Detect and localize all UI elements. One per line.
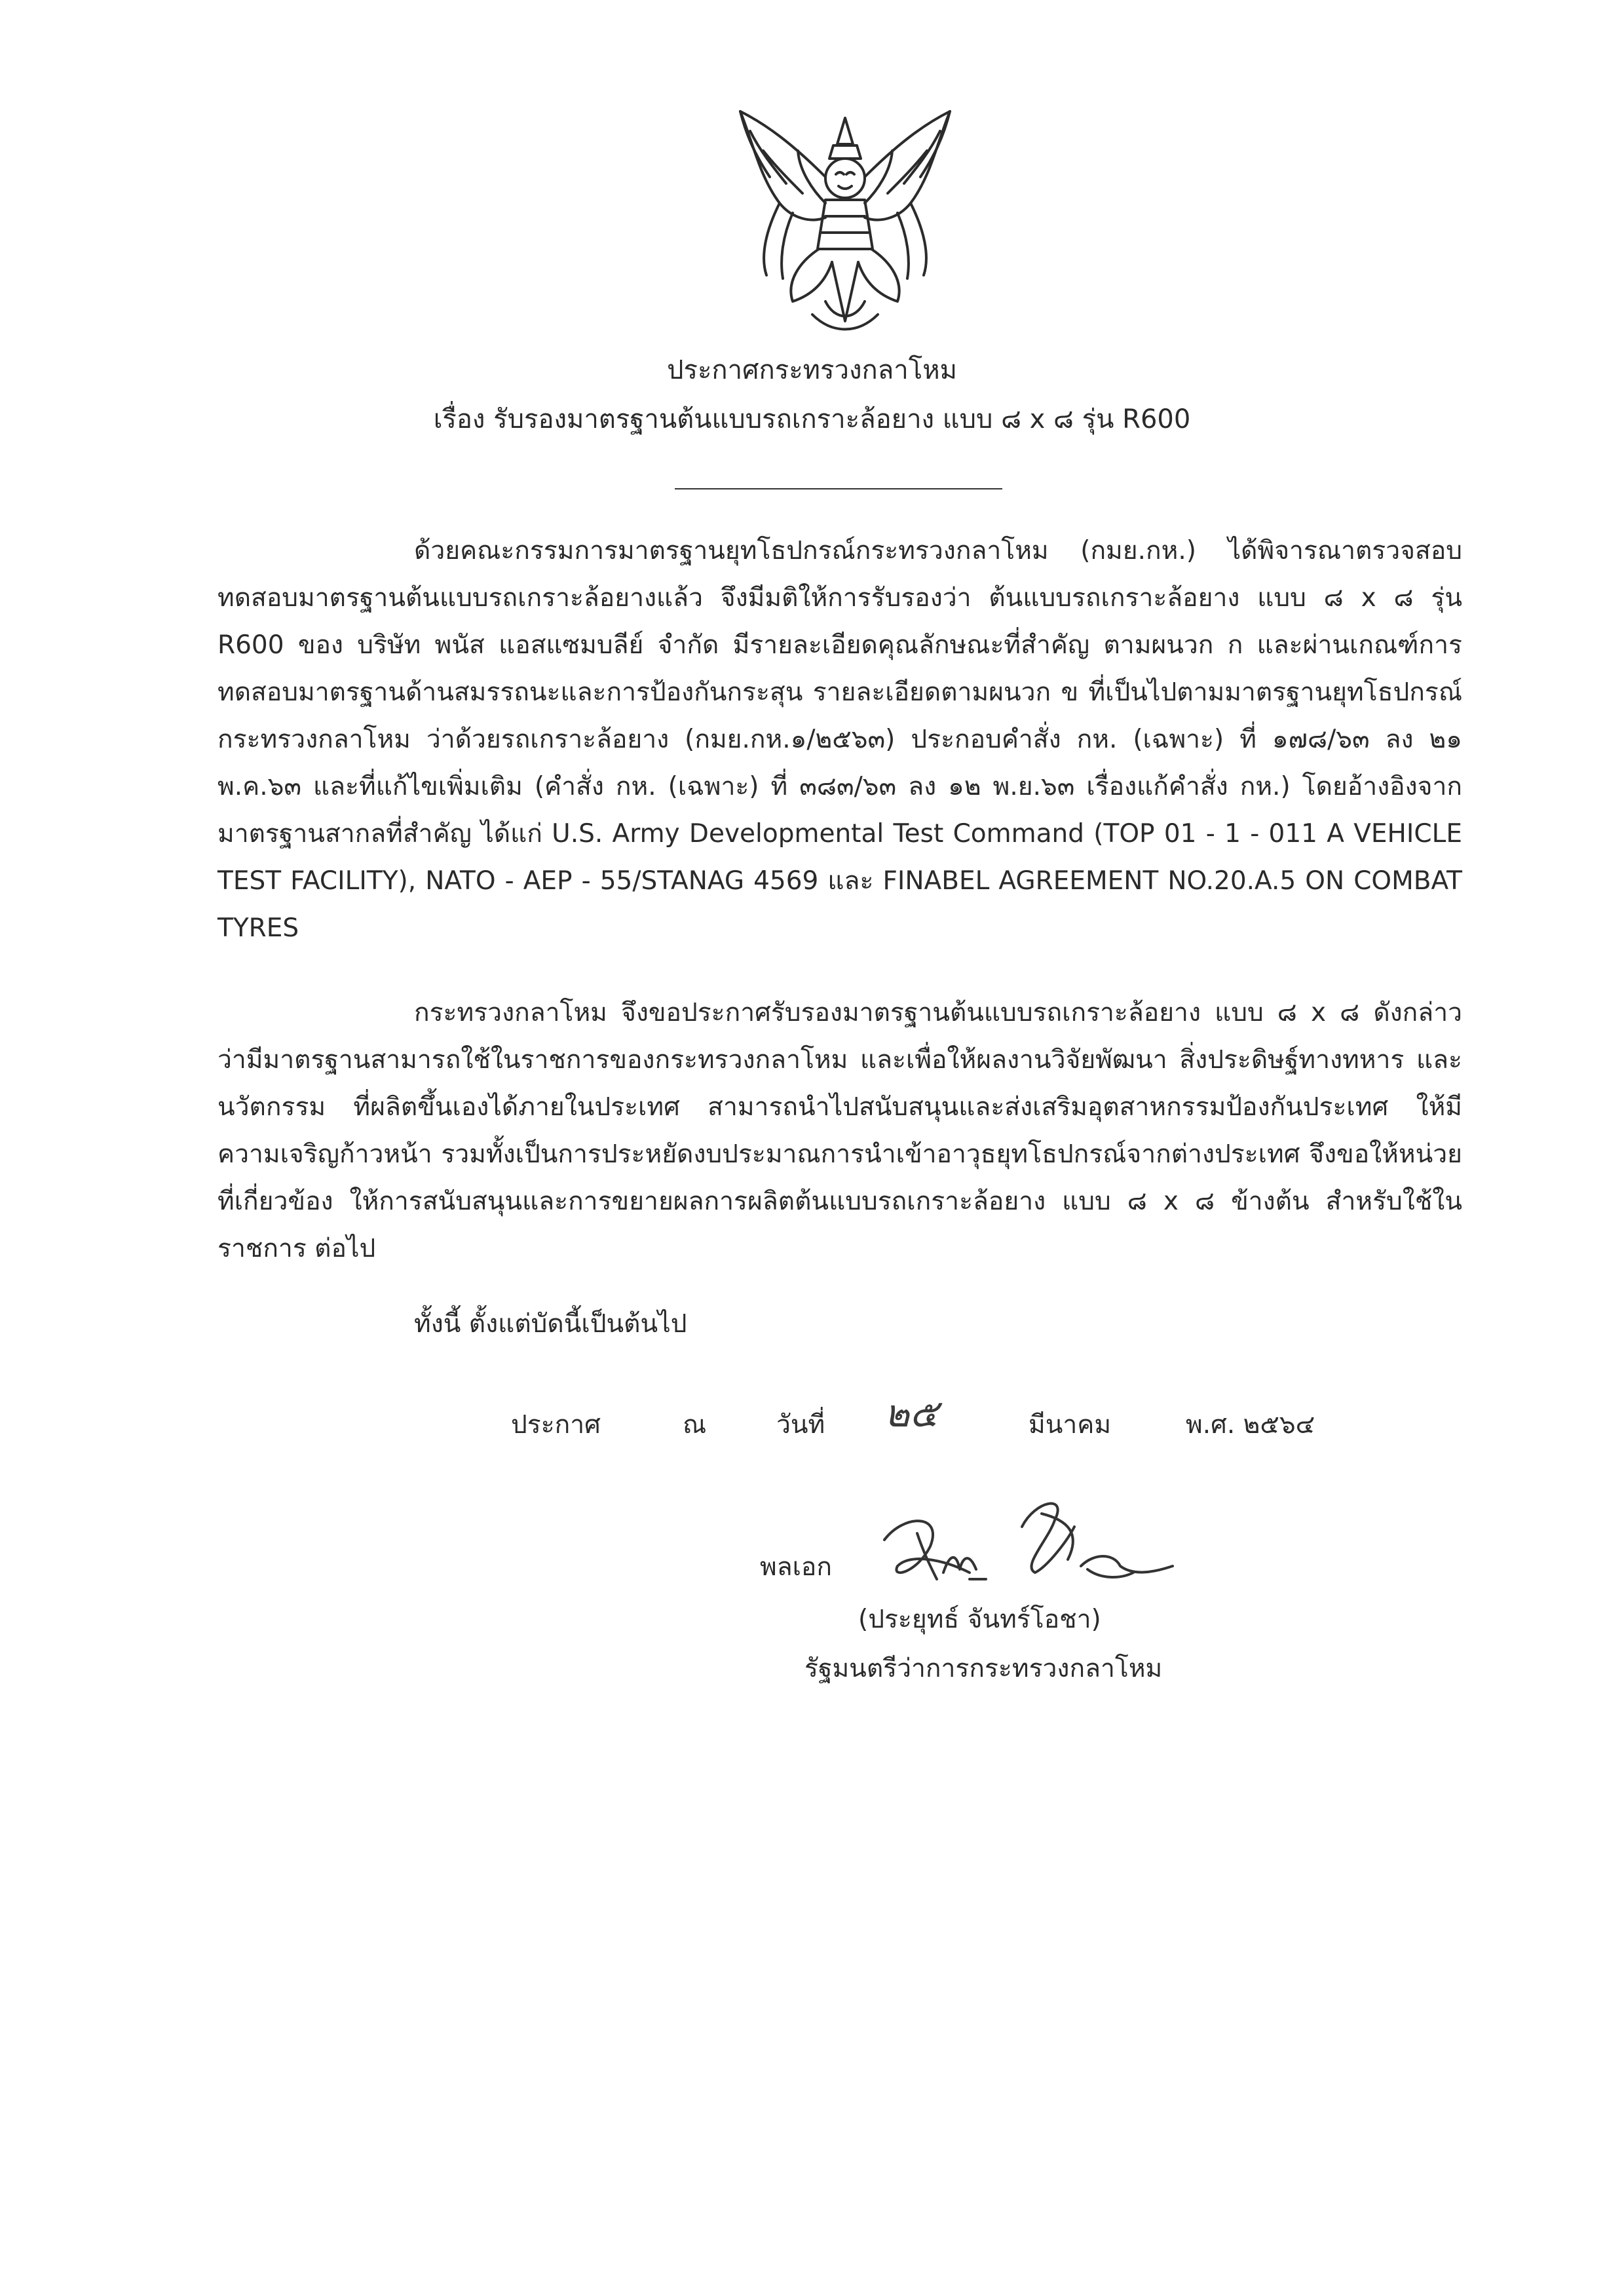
- dateline-announce: ประกาศ: [511, 1410, 601, 1440]
- dateline-day-label: วันที่: [776, 1410, 825, 1440]
- document-subject: เรื่อง รับรองมาตรฐานต้นแบบรถเกราะล้อยาง แบบ ๘ x ๘ รุ่น R600: [433, 404, 1191, 434]
- dateline-year: พ.ศ. ๒๕๖๔: [1186, 1410, 1315, 1440]
- title-divider: [675, 488, 1002, 489]
- paragraph-text: กระทรวงกลาโหม จึงขอประกาศรับรองมาตรฐานต้นแบบรถเกราะล้อยาง แบบ ๘ x ๘ ดังกล่าว ว่ามีมาตรฐานสามารถใช้ในราชการของกระทรวงกลาโหม และเพื่อให้ผลงานวิจัยพัฒนา สิ่งประดิษฐ์ทางทหาร และนวัตกรรม ที่ผลิตขึ้นเองได้ภายในประเทศ สามารถนำไปสนับสนุนและส่งเสริมอุตสาหกรรมป้องกันประเทศ ให้มีความเจริญก้าวหน้า รวมทั้งเป็นการประหยัดงบประมาณการนำเข้าอาวุธยุทโธปกรณ์จากต่างประเทศ จึงขอให้หน่วยที่เกี่ยวข้อง ให้การสนับสนุนและการขยายผลการผลิตต้นแบบรถเกราะล้อยาง แบบ ๘ x ๘ ข้างต้น สำหรับใช้ในราชการ ต่อไป: [217, 998, 1462, 1263]
- paragraph-text: ด้วยคณะกรรมการมาตรฐานยุทโธปกรณ์กระทรวงกลาโหม (กมย.กห.) ได้พิจารณาตรวจสอบทดสอบมาตรฐานต้นแบบรถเกราะล้อยางแล้ว จึงมีมติให้การรับรองว่า ต้นแบบรถเกราะล้อยาง แบบ ๘ x ๘ รุ่น R600 ของ บริษัท พนัส แอสแซมบลีย์ จำกัด มีรายละเอียดคุณลักษณะที่สำคัญ ตามผนวก ก และผ่านเกณฑ์การทดสอบมาตรฐานด้านสมรรถนะและการป้องกันกระสุน รายละเอียดตามผนวก ข ที่เป็นไปตามมาตรฐานยุทโธปกรณ์ กระทรวงกลาโหม ว่าด้วยรถเกราะล้อยาง (กมย.กห.๑/๒๕๖๓) ประกอบคำสั่ง กห. (เฉพาะ) ที่ ๑๗๘/๖๓ ลง ๒๑ พ.ค.๖๓ และที่แก้ไขเพิ่มเติม (คำสั่ง กห. (เฉพาะ) ที่ ๓๘๓/๖๓ ลง ๑๒ พ.ย.๖๓ เรื่องแก้คำสั่ง กห.) โดยอ้างอิงจากมาตรฐานสากลที่สำคัญ ได้แก่ U.S. Army Developmental Test Command (TOP 01 - 1 - 011 A VEHICLE TEST FACILITY), NATO - AEP - 55/STANAG 4569 และ FINABEL AGREEMENT NO.20.A.5 ON COMBAT TYRES: [217, 536, 1462, 943]
- garuda-emblem-icon: [721, 105, 970, 347]
- dateline: [511, 1391, 1336, 1451]
- signatory-rank: พลเอก: [760, 1552, 832, 1582]
- document-title: ประกาศกระทรวงกลาโหม: [667, 355, 957, 385]
- handwritten-signature-icon: [871, 1487, 1179, 1599]
- paragraph-text: ทั้งนี้ ตั้งแต่บัดนี้เป็นต้นไป: [414, 1309, 687, 1339]
- signatory-position: รัฐมนตรีว่าการกระทรวงกลาโหม: [804, 1654, 1163, 1683]
- signatory-name: (ประยุทธ์ จันทร์โอชา): [858, 1605, 1101, 1634]
- body-paragraph-1: [217, 527, 1462, 952]
- dateline-at: ณ: [683, 1410, 707, 1440]
- body-paragraph-3: [217, 1301, 1462, 1348]
- dateline-month: มีนาคม: [1029, 1410, 1112, 1440]
- body-paragraph-2: [217, 989, 1462, 1272]
- dateline-day-handwritten: ๒๕: [884, 1391, 939, 1436]
